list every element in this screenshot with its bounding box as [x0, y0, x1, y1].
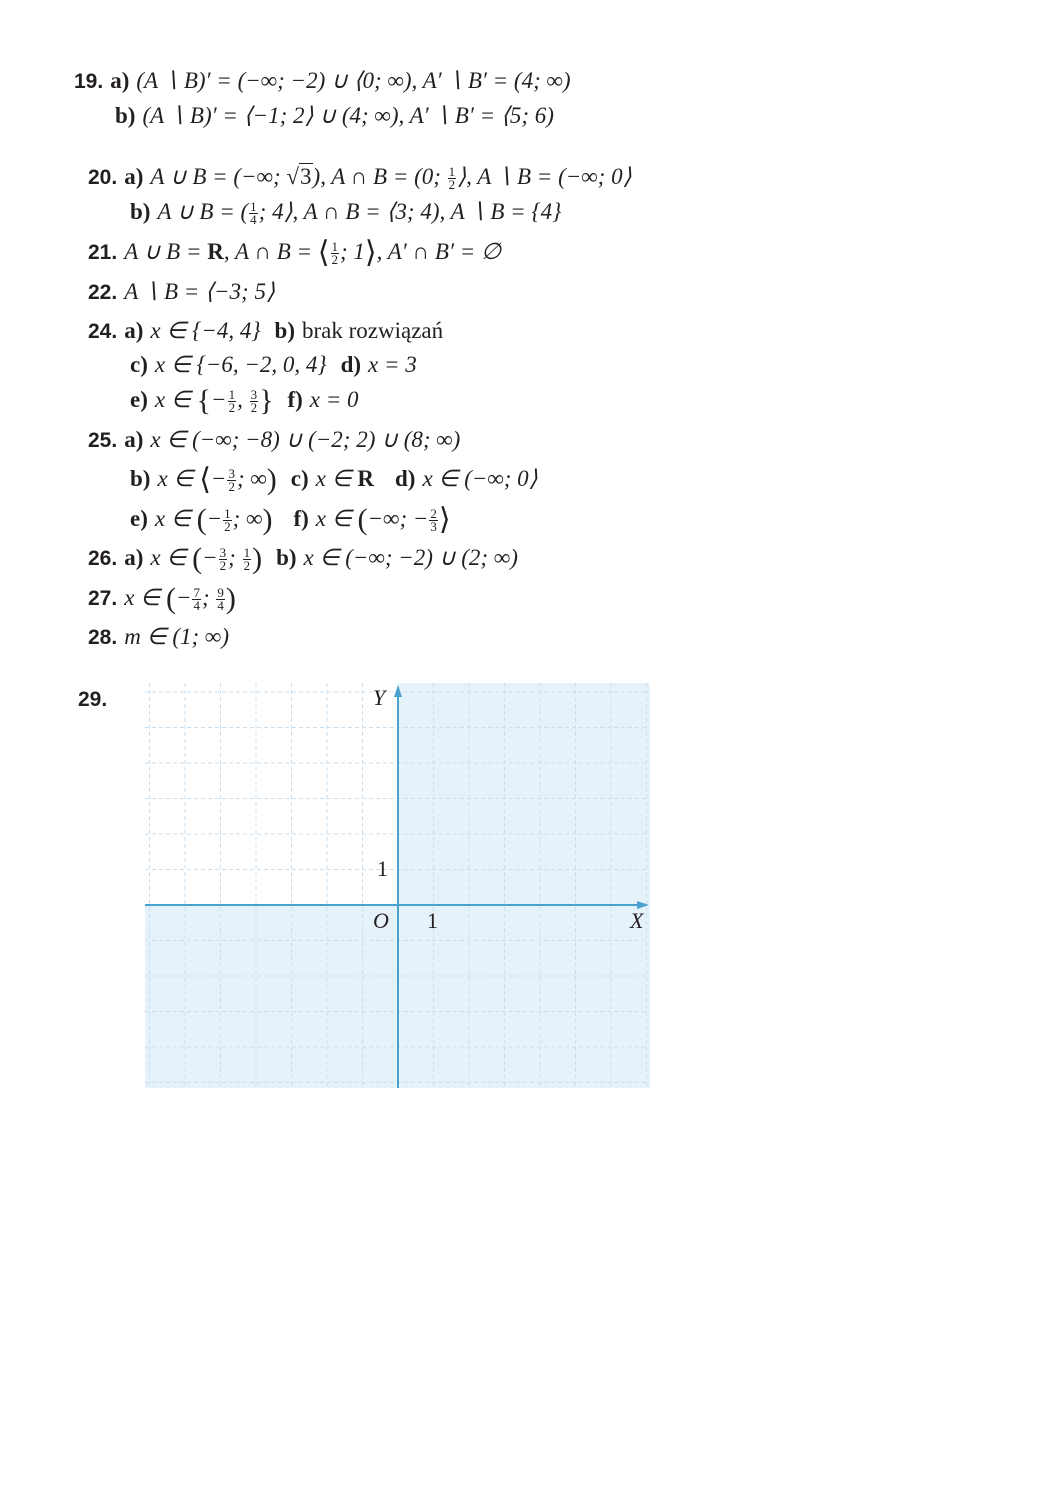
part-label: b)	[115, 103, 136, 128]
denominator: 2	[219, 558, 227, 574]
x-axis-label: X	[630, 908, 644, 933]
fraction	[216, 587, 225, 612]
math-expression	[157, 463, 277, 496]
part-label: b)	[130, 466, 151, 491]
part-label: a)	[124, 427, 144, 452]
problem-number: 27.	[88, 587, 118, 610]
part-label: d)	[340, 352, 362, 377]
part-label: b)	[130, 199, 151, 224]
math-expression: (A ∖ B)′ = ⟨−1; 2⟩ ∪ (4; ∞), A′ ∖ B′ = ⟨5; 6)	[142, 103, 554, 128]
numerator: 1	[224, 506, 231, 522]
part-label: a)	[110, 68, 130, 93]
math-expression: x = 0	[309, 387, 359, 412]
expr-text: −∞; −	[367, 506, 429, 531]
numerator: 3	[250, 387, 258, 403]
part-label: c)	[130, 352, 148, 377]
math-expression	[150, 542, 263, 575]
fraction	[192, 587, 201, 612]
part-label: e)	[130, 506, 148, 531]
denominator: 2	[224, 519, 231, 535]
bracket: ⟩	[364, 236, 377, 269]
expr-text: ;	[201, 585, 216, 610]
numerator: 7	[193, 585, 200, 601]
answer-27	[88, 583, 236, 614]
answer-20a	[88, 162, 632, 193]
expr-text: x ∈	[154, 387, 197, 412]
fraction	[243, 547, 252, 572]
part-label: a)	[124, 164, 144, 189]
answer-text: brak rozwiązań	[302, 318, 444, 343]
expr-text: −	[206, 506, 223, 531]
expr-text: ;	[228, 545, 242, 570]
reals-symbol: R	[207, 239, 224, 264]
part-label: f)	[293, 506, 309, 531]
answer-29	[78, 685, 107, 715]
numerator: 3	[219, 545, 227, 561]
expr-text: ; 1	[340, 239, 365, 264]
bracket: }	[259, 384, 274, 417]
fraction	[219, 547, 228, 572]
sqrt	[286, 163, 312, 189]
problem-number: 22.	[88, 281, 118, 304]
expr-text: A ∪ B = (−∞;	[150, 164, 287, 189]
answer-25a	[88, 425, 460, 456]
problem-number: 26.	[88, 547, 118, 570]
answer-26	[88, 543, 518, 574]
denominator: 2	[448, 177, 456, 193]
denominator: 4	[193, 598, 200, 614]
answer-25ef	[130, 504, 451, 535]
bracket: ⟩	[438, 503, 451, 536]
bracket: (	[196, 503, 207, 536]
fraction	[331, 241, 340, 266]
answer-21	[88, 237, 501, 268]
x-tick-label: 1	[427, 908, 438, 933]
fraction	[429, 508, 438, 533]
math-expression	[315, 503, 451, 536]
expr-text: x ∈	[157, 466, 200, 491]
math-expression: x = 3	[368, 352, 417, 377]
answer-20b	[130, 197, 561, 228]
problem-number: 28.	[88, 626, 118, 649]
problem-number: 19.	[74, 70, 104, 93]
sqrt-radicand: 3	[300, 164, 312, 189]
expr-text: −	[202, 545, 218, 570]
fraction	[448, 166, 457, 191]
problem-number: 21.	[88, 241, 118, 264]
math-expression	[157, 199, 562, 228]
denominator: 2	[331, 252, 338, 268]
math-expression	[316, 466, 374, 491]
expr-text: A ∪ B = (	[157, 199, 249, 224]
denominator: 2	[250, 400, 258, 416]
expr-text: (0;	[414, 164, 447, 189]
expr-text: ; ∞	[232, 506, 263, 531]
denominator: 3	[430, 519, 437, 535]
expr-text: ,	[237, 387, 249, 412]
part-label: b)	[276, 545, 297, 570]
origin-label: O	[373, 908, 389, 933]
math-expression: x ∈ {−4, 4}	[150, 318, 261, 343]
denominator: 2	[228, 400, 236, 416]
numerator: 3	[228, 466, 235, 482]
expr-text: −	[210, 466, 227, 491]
math-expression: (A ∖ B)′ = (−∞; −2) ∪ ⟨0; ∞), A′ ∖ B′ = (4; ∞)	[136, 68, 571, 93]
part-label: e)	[130, 387, 148, 412]
sqrt-symbol: √	[286, 164, 300, 189]
numerator: 2	[430, 506, 437, 522]
denominator: 2	[243, 558, 251, 574]
part-label: f)	[287, 387, 303, 412]
numerator: 1	[250, 199, 257, 215]
math-expression	[154, 384, 274, 417]
y-axis-label: Y	[373, 685, 386, 710]
denominator: 2	[228, 479, 235, 495]
bracket: )	[262, 503, 273, 536]
expr-text: x ∈	[315, 466, 358, 491]
math-expression	[154, 503, 273, 536]
shaded-region-quadrant-1	[397, 683, 650, 905]
bracket: {	[196, 384, 212, 417]
expr-text: A ∪ B =	[124, 239, 208, 264]
coordinate-grid	[145, 683, 650, 1088]
math-expression: A ∖ B = ⟨−3; 5⟩	[124, 279, 275, 304]
expr-text: , A ∩ B =	[223, 239, 318, 264]
answer-28	[88, 622, 229, 653]
part-label: c)	[290, 466, 309, 491]
fraction	[228, 389, 237, 414]
bracket: (	[192, 542, 203, 575]
bracket: ⟨	[199, 463, 211, 496]
answer-22	[88, 277, 275, 308]
answer-19b	[115, 101, 554, 132]
expr-text: x ∈	[150, 545, 193, 570]
math-expression: x ∈ (−∞; −8) ∪ (−2; 2) ∪ (8; ∞)	[150, 427, 461, 452]
part-label: b)	[274, 318, 295, 343]
expr-text: x ∈	[124, 585, 166, 610]
problem-number: 24.	[88, 320, 118, 343]
numerator: 1	[228, 387, 236, 403]
bracket: )	[225, 582, 236, 615]
reals-symbol: R	[357, 466, 375, 491]
math-expression	[124, 236, 502, 269]
part-label: d)	[395, 466, 416, 491]
bracket: ⟨	[317, 236, 330, 269]
numerator: 9	[217, 585, 224, 601]
math-expression: x ∈ {−6, −2, 0, 4}	[154, 352, 327, 377]
problem-number: 29.	[78, 688, 108, 711]
answer-24ef	[130, 385, 359, 416]
math-expression: x ∈ (−∞; −2) ∪ (2; ∞)	[303, 545, 518, 570]
math-expression	[124, 582, 236, 615]
fraction	[249, 201, 258, 226]
answer-25bcd	[130, 464, 538, 495]
numerator: 1	[448, 164, 456, 180]
math-expression	[150, 164, 632, 193]
problem-number: 25.	[88, 429, 118, 452]
denominator: 4	[250, 212, 257, 228]
part-label: a)	[124, 545, 144, 570]
answer-24ab	[88, 316, 443, 347]
fraction	[250, 389, 259, 414]
answer-19a	[74, 66, 571, 97]
part-label: a)	[124, 318, 144, 343]
fraction	[223, 508, 232, 533]
math-expression: x ∈ (−∞; 0⟩	[422, 466, 538, 491]
math-expression: m ∈ (1; ∞)	[124, 624, 229, 649]
expr-text: , A′ ∩ B′ = ∅	[376, 239, 502, 264]
denominator: 4	[217, 598, 224, 614]
expr-text: x ∈	[154, 506, 197, 531]
bracket: )	[252, 542, 263, 575]
expr-text: ; 4⟩, A ∩ B = ⟨3; 4), A ∖ B = {4}	[258, 199, 562, 224]
shaded-region-quadrant-3	[145, 905, 397, 1088]
expr-text: −	[211, 387, 227, 412]
y-tick-label: 1	[377, 856, 388, 881]
bracket: (	[165, 582, 176, 615]
expr-text: x ∈	[315, 506, 358, 531]
expr-text: ; ∞	[236, 466, 267, 491]
answer-24cd	[130, 350, 417, 381]
bracket: (	[357, 503, 368, 536]
problem-number: 20.	[88, 166, 118, 189]
bracket: )	[266, 463, 277, 496]
fraction	[227, 468, 236, 493]
expr-text: ⟩, A ∖ B = (−∞; 0⟩	[457, 164, 632, 189]
expr-text: ), A ∩ B =	[312, 164, 415, 189]
numerator: 1	[331, 239, 338, 255]
numerator: 1	[243, 545, 251, 561]
expr-text: −	[175, 585, 192, 610]
